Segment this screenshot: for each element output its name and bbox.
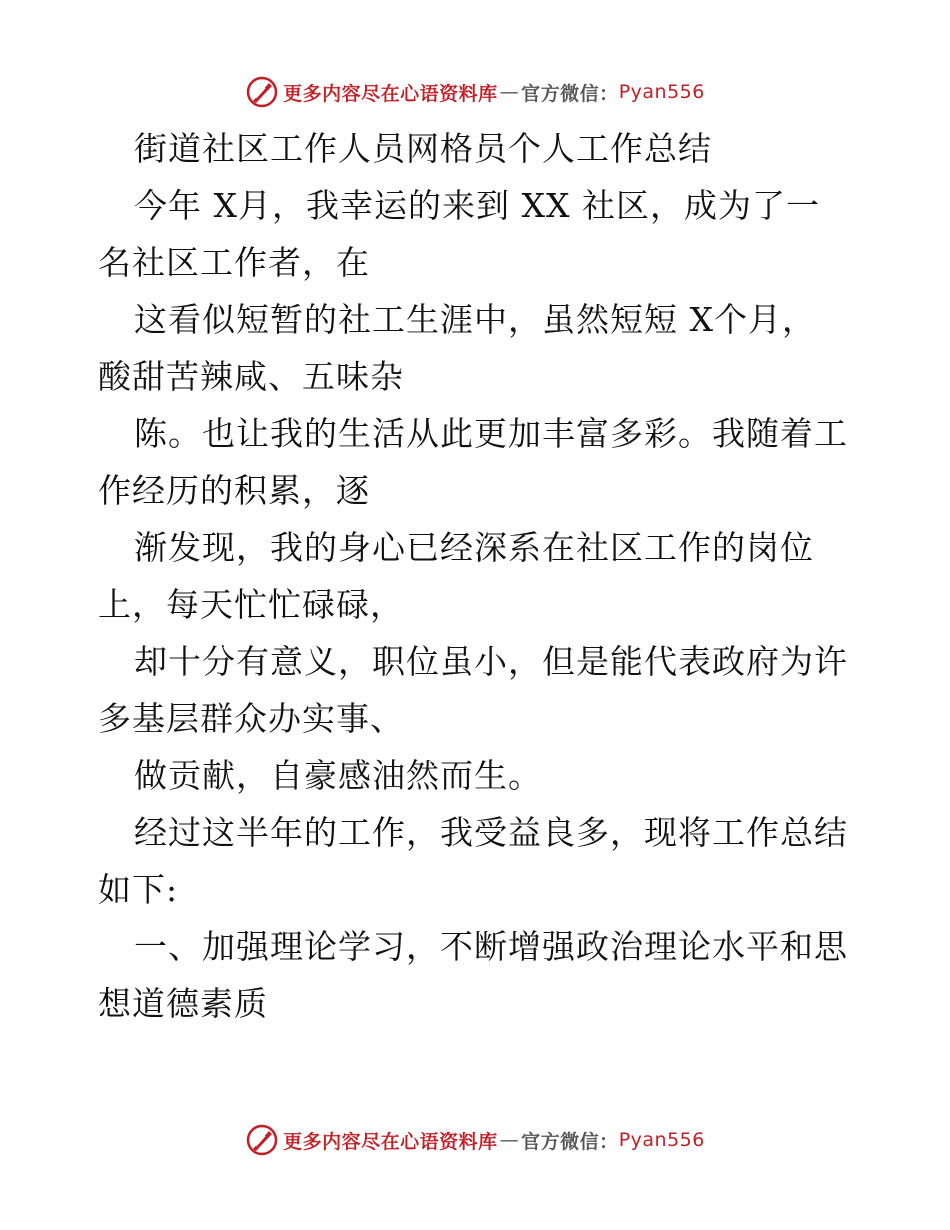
watermark-label: 官方微信： — [521, 82, 619, 105]
document-line: 陈。也让我的生活从此更加丰富多彩。我随着工 — [134, 414, 848, 453]
watermark-separator: — — [499, 1129, 520, 1151]
document-line: 经过这半年的工作，我受益良多，现将工作总结 — [134, 813, 848, 852]
document-line: 一、加强理论学习，不断增强政治理论水平和思 — [134, 927, 848, 966]
watermark-wechat-id: Pyan556 — [618, 1129, 705, 1151]
document-line: 想道德素质 — [98, 984, 268, 1023]
watermark-text: 更多内容尽在心语资料库 — [283, 82, 498, 105]
document-line: 街道社区工作人员网格员个人工作总结 — [134, 129, 712, 168]
quill-logo-icon — [245, 1123, 279, 1157]
document-line: 作经历的积累，逐 — [98, 471, 370, 510]
document-body — [98, 120, 858, 1032]
watermark-wechat-id: Pyan556 — [618, 81, 705, 103]
watermark-label: 官方微信： — [521, 1130, 619, 1153]
document-line: 渐发现，我的身心已经深系在社区工作的岗位 — [134, 528, 814, 567]
document-line: 今年 X月，我幸运的来到 XX 社区，成为了一 — [134, 186, 820, 225]
watermark-separator: — — [499, 81, 520, 103]
document-line: 这看似短暂的社工生涯中，虽然短短 X个月， — [134, 300, 816, 339]
document-line: 却十分有意义，职位虽小，但是能代表政府为许 — [134, 642, 848, 681]
document-line: 如下: — [98, 870, 179, 909]
document-line: 上，每天忙忙碌碌， — [98, 585, 404, 624]
document-line: 名社区工作者，在 — [98, 243, 370, 282]
watermark-text: 更多内容尽在心语资料库 — [283, 1130, 498, 1153]
footer-watermark — [0, 1120, 950, 1160]
document-line: 做贡献，自豪感油然而生。 — [134, 756, 542, 795]
header-watermark — [0, 72, 950, 112]
document-line: 酸甜苦辣咸、五味杂 — [98, 357, 404, 396]
quill-logo-icon — [245, 75, 279, 109]
document-line: 多基层群众办实事、 — [98, 699, 404, 738]
